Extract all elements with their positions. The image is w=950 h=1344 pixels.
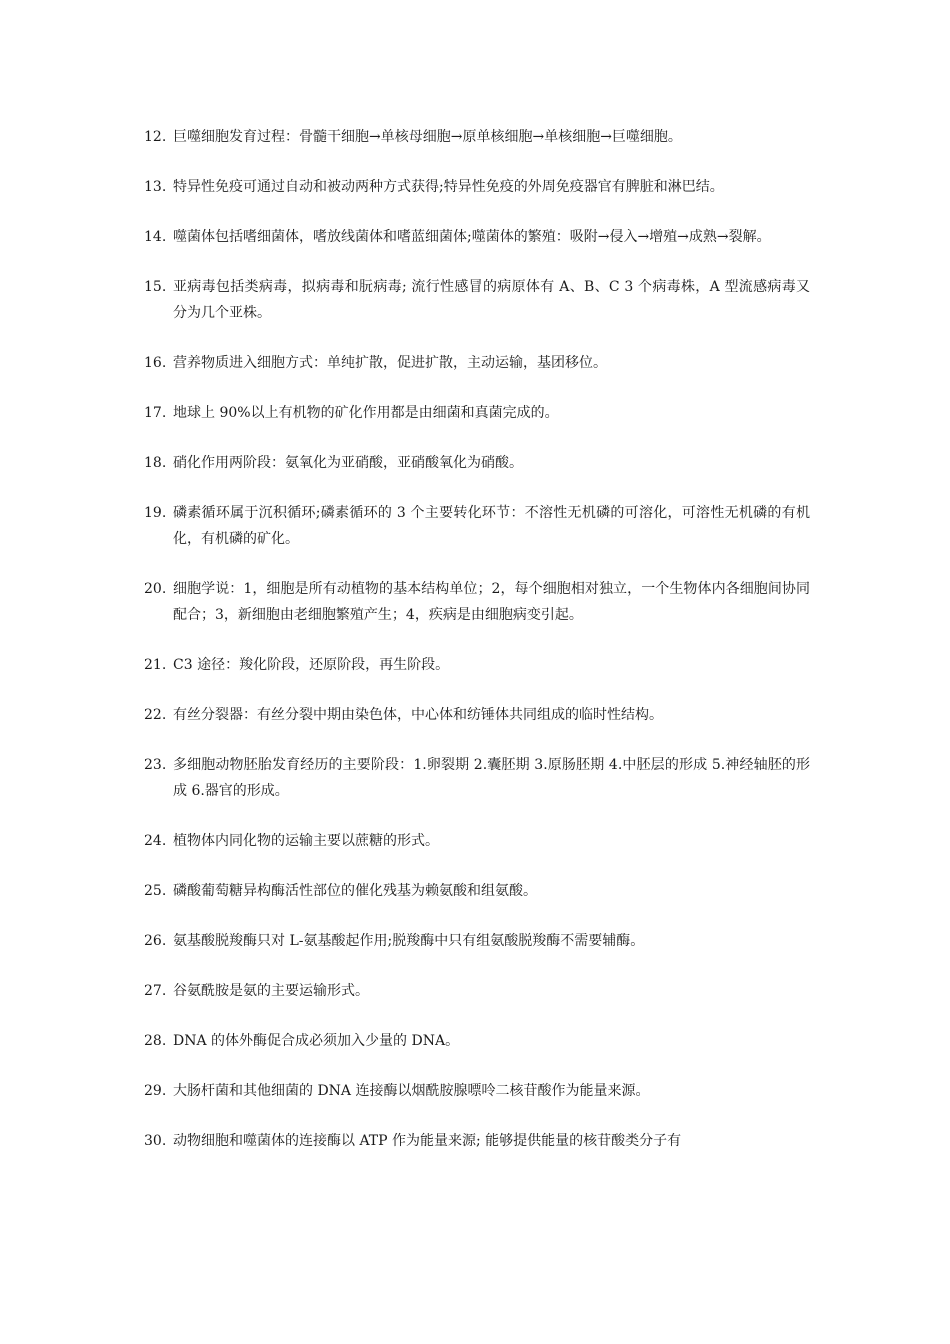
item-number: 17.	[144, 405, 167, 421]
item-text: 氨基酸脱羧酶只对 L-氨基酸起作用;脱羧酶中只有组氨酸脱羧酶不需要辅酶。	[173, 933, 645, 949]
item-text: 特异性免疫可通过自动和被动两种方式获得;特异性免疫的外周免疫器官有脾脏和淋巴结。	[173, 179, 724, 195]
list-item	[144, 500, 810, 552]
item-number: 25.	[144, 883, 167, 899]
item-text: 硝化作用两阶段：氨氧化为亚硝酸，亚硝酸氧化为硝酸。	[173, 455, 523, 471]
list-item	[144, 702, 810, 728]
list-item	[144, 174, 810, 200]
list-item	[144, 124, 810, 150]
item-text: C3 途径：羧化阶段，还原阶段，再生阶段。	[173, 657, 450, 673]
item-number: 29.	[144, 1083, 167, 1099]
item-number: 13.	[144, 179, 167, 195]
item-number: 28.	[144, 1033, 167, 1049]
list-item	[144, 928, 810, 954]
item-number: 30.	[144, 1133, 167, 1149]
list-item	[144, 400, 810, 426]
item-text: 大肠杆菌和其他细菌的 DNA 连接酶以烟酰胺腺嘌呤二核苷酸作为能量来源。	[173, 1083, 650, 1099]
item-number: 24.	[144, 833, 167, 849]
item-number: 14.	[144, 229, 167, 245]
item-text: 植物体内同化物的运输主要以蔗糖的形式。	[173, 833, 439, 849]
list-item	[144, 878, 810, 904]
item-text: 营养物质进入细胞方式：单纯扩散，促进扩散，主动运输，基团移位。	[173, 355, 607, 371]
item-text: 多细胞动物胚胎发育经历的主要阶段：1.卵裂期 2.囊胚期 3.原肠胚期 4.中胚层的形成 5.神经轴胚的形成 6.器官的形成。	[173, 757, 810, 799]
item-text: 谷氨酰胺是氨的主要运输形式。	[173, 983, 369, 999]
list-item	[144, 752, 810, 804]
list-item	[144, 350, 810, 376]
item-number: 22.	[144, 707, 167, 723]
item-text: 亚病毒包括类病毒，拟病毒和朊病毒; 流行性感冒的病原体有 A、B、C 3 个病毒株，A 型流感病毒又分为几个亚株。	[173, 279, 810, 321]
item-text: 地球上 90%以上有机物的矿化作用都是由细菌和真菌完成的。	[173, 405, 559, 421]
item-number: 21.	[144, 657, 167, 673]
item-text: DNA 的体外酶促合成必须加入少量的 DNA。	[173, 1033, 460, 1049]
item-number: 19.	[144, 505, 167, 521]
item-text: 磷素循环属于沉积循环;磷素循环的 3 个主要转化环节：不溶性无机磷的可溶化，可溶性无机磷的有机化，有机磷的矿化。	[173, 505, 810, 547]
item-number: 20.	[144, 581, 167, 597]
list-item	[144, 978, 810, 1004]
list-item	[144, 828, 810, 854]
item-text: 细胞学说：1，细胞是所有动植物的基本结构单位；2，每个细胞相对独立，一个生物体内各细胞间协同配合；3，新细胞由老细胞繁殖产生；4，疾病是由细胞病变引起。	[173, 581, 810, 623]
list-item	[144, 652, 810, 678]
numbered-list	[144, 124, 810, 1178]
item-number: 23.	[144, 757, 167, 773]
item-text: 动物细胞和噬菌体的连接酶以 ATP 作为能量来源; 能够提供能量的核苷酸类分子有	[173, 1133, 682, 1149]
item-text: 巨噬细胞发育过程：骨髓干细胞→单核母细胞→原单核细胞→单核细胞→巨噬细胞。	[173, 129, 682, 145]
list-item	[144, 224, 810, 250]
list-item	[144, 274, 810, 326]
list-item	[144, 1078, 810, 1104]
item-number: 27.	[144, 983, 167, 999]
item-number: 15.	[144, 279, 167, 295]
list-item	[144, 1028, 810, 1054]
item-text: 磷酸葡萄糖异构酶活性部位的催化残基为赖氨酸和组氨酸。	[173, 883, 537, 899]
item-number: 12.	[144, 129, 167, 145]
list-item	[144, 1128, 810, 1154]
list-item	[144, 450, 810, 476]
item-number: 18.	[144, 455, 167, 471]
item-number: 16.	[144, 355, 167, 371]
item-text: 噬菌体包括嗜细菌体，嗜放线菌体和嗜蓝细菌体;噬菌体的繁殖：吸附→侵入→增殖→成熟→裂解。	[173, 229, 771, 245]
list-item	[144, 576, 810, 628]
item-text: 有丝分裂器：有丝分裂中期由染色体，中心体和纺锤体共同组成的临时性结构。	[173, 707, 663, 723]
item-number: 26.	[144, 933, 167, 949]
